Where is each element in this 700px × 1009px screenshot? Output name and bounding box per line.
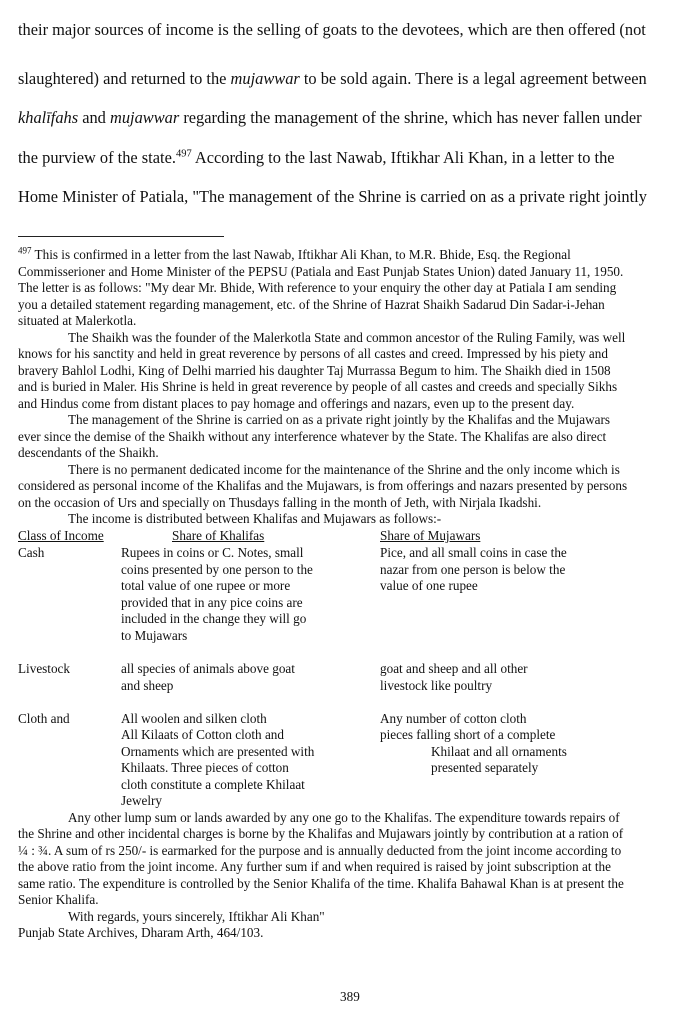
footnote-ref: 497 bbox=[175, 148, 192, 160]
footnote-line: same ratio. The expenditure is controlled by the Senior Khalifa of the time. Khalifa Bahawal Khan is at present the bbox=[18, 876, 624, 891]
table-cell: provided that in any pice coins are bbox=[121, 595, 303, 610]
footnote-line: Punjab State Archives, Dharam Arth, 464/103. bbox=[18, 925, 264, 940]
table-cell: livestock like poultry bbox=[380, 678, 493, 693]
footnote-separator bbox=[18, 236, 224, 237]
table-cell: to Mujawars bbox=[121, 628, 188, 643]
footnote-line: and is buried in Maler. His Shrine is held in great reverence by people of all castes and creeds and specially Sikhs bbox=[18, 379, 618, 394]
footnote-line: The income is distributed between Khalifas and Mujawars as follows:- bbox=[68, 511, 442, 526]
body-line-2: slaughtered) and returned to the mujawwar to be sold again. There is a legal agreement between bbox=[18, 69, 647, 88]
body-line-5: Home Minister of Patiala, "The management of the Shrine is carried on as a private right jointly bbox=[18, 187, 647, 206]
footnote-line: ever since the demise of the Shaikh without any interference whatever by the State. The Khalifas are also direct bbox=[18, 429, 607, 444]
footnote-line: on the occasion of Urs and specially on Thusdays falling in the month of Jeth, with Nirjala Ikadshi. bbox=[18, 495, 542, 510]
row-label-livestock: Livestock bbox=[18, 661, 71, 676]
table-cell: Khilaat and all ornaments bbox=[431, 744, 567, 759]
table-cell: included in the change they will go bbox=[121, 611, 307, 626]
body-line-3: khalīfahs and mujawwar regarding the management of the shrine, which has never fallen under bbox=[18, 108, 642, 127]
table-header-khalifas: Share of Khalifas bbox=[172, 528, 265, 543]
footnote-line: descendants of the Shaikh. bbox=[18, 445, 159, 460]
table-cell: total value of one rupee or more bbox=[121, 578, 291, 593]
footnote-line: ¼ : ¾. A sum of rs 250/- is earmarked for the purpose and is annually deducted from the joint income according to bbox=[18, 843, 622, 858]
body-line-1: their major sources of income is the selling of goats to the devotees, which are then offered (not bbox=[18, 20, 646, 39]
footnote-line: considered as personal income of the Khalifas and the Mujawars, is from offerings and nazars presented by persons bbox=[18, 478, 628, 493]
footnote-line: The letter is as follows: "My dear Mr. Bhide, With reference to your enquiry the other day at Patiala I am sending bbox=[18, 280, 617, 295]
footnote-line: knows for his sanctity and held in great reverence by persons of all castes and creed. Impressed by his piety and bbox=[18, 346, 608, 361]
table-cell: Any number of cotton cloth bbox=[380, 711, 527, 726]
table-cell: all species of animals above goat bbox=[121, 661, 295, 676]
footnote-line: $^{497}$ This is confirmed in a letter from the last Nawab, Iftikhar Ali Khan, to M.R. Bhide, Esq. the Regional bbox=[18, 245, 571, 262]
footnote-line: and Hindus come from distant places to pay homage and offerings and nazars, even up to the present day. bbox=[18, 396, 575, 411]
table-cell: Khilaats. Three pieces of cotton bbox=[121, 760, 289, 775]
table-cell: All woolen and silken cloth bbox=[121, 711, 267, 726]
footnote-line: the above ratio from the joint income. Any further sum if and when required is raised by joint subscription at the bbox=[18, 859, 611, 874]
row-label-cloth: Cloth and bbox=[18, 711, 70, 726]
table-cell: Pice, and all small coins in case the bbox=[380, 545, 567, 560]
footnote-line: Commisserioner and Home Minister of the PEPSU (Patiala and East Punjab States Union) dated January 11, 1950. bbox=[18, 264, 624, 279]
table-header-class: Class of Income bbox=[18, 528, 104, 543]
footnote-line: Any other lump sum or lands awarded by any one go to the Khalifas. The expenditure towards repairs of bbox=[68, 810, 620, 825]
table-cell: Rupees in coins or C. Notes, small bbox=[121, 545, 304, 560]
footnote-line: With regards, yours sincerely, Iftikhar Ali Khan" bbox=[68, 909, 325, 924]
footnote-line: The management of the Shrine is carried on as a private right jointly by the Khalifas and the Mujawars bbox=[68, 412, 610, 427]
table-cell: presented separately bbox=[431, 760, 539, 775]
table-cell: nazar from one person is below the bbox=[380, 562, 566, 577]
body-line-4: the purview of the state.$^{497}$ According to the last Nawab, Iftikhar Ali Khan, in a letter to the bbox=[18, 148, 615, 167]
footnote-line: The Shaikh was the founder of the Malerkotla State and common ancestor of the Ruling Family, was well bbox=[68, 330, 626, 345]
table-cell: coins presented by one person to the bbox=[121, 562, 313, 577]
table-cell: Jewelry bbox=[121, 793, 163, 808]
table-cell: All Kilaats of Cotton cloth and bbox=[121, 727, 284, 742]
footnote-line: There is no permanent dedicated income for the maintenance of the Shrine and the only income which is bbox=[68, 462, 620, 477]
table-cell: pieces falling short of a complete bbox=[380, 727, 556, 742]
table-header-mujawars: Share of Mujawars bbox=[380, 528, 481, 543]
row-label-cash: Cash bbox=[18, 545, 45, 560]
table-cell: and sheep bbox=[121, 678, 174, 693]
table-cell: value of one rupee bbox=[380, 578, 478, 593]
footnote-line: Senior Khalifa. bbox=[18, 892, 99, 907]
table-cell: cloth constitute a complete Khilaat bbox=[121, 777, 305, 792]
table-cell: Ornaments which are presented with bbox=[121, 744, 315, 759]
footnote-line: situated at Malerkotla. bbox=[18, 313, 137, 328]
footnote-line: the Shrine and other incidental charges is borne by the Khalifas and Mujawars jointly by contribution at a ration of bbox=[18, 826, 624, 841]
footnote-line: you a detailed statement regarding management, etc. of the Shrine of Hazrat Shaikh Sadarud Din Sadar-i-Jehan bbox=[18, 297, 605, 312]
table-cell: goat and sheep and all other bbox=[380, 661, 528, 676]
page-number: 389 bbox=[340, 989, 360, 1004]
footnote-line: bravery Bahlol Lodhi, King of Delhi married his daughter Taj Murrassa Begum to him. The Shaikh died in 1508 bbox=[18, 363, 611, 378]
